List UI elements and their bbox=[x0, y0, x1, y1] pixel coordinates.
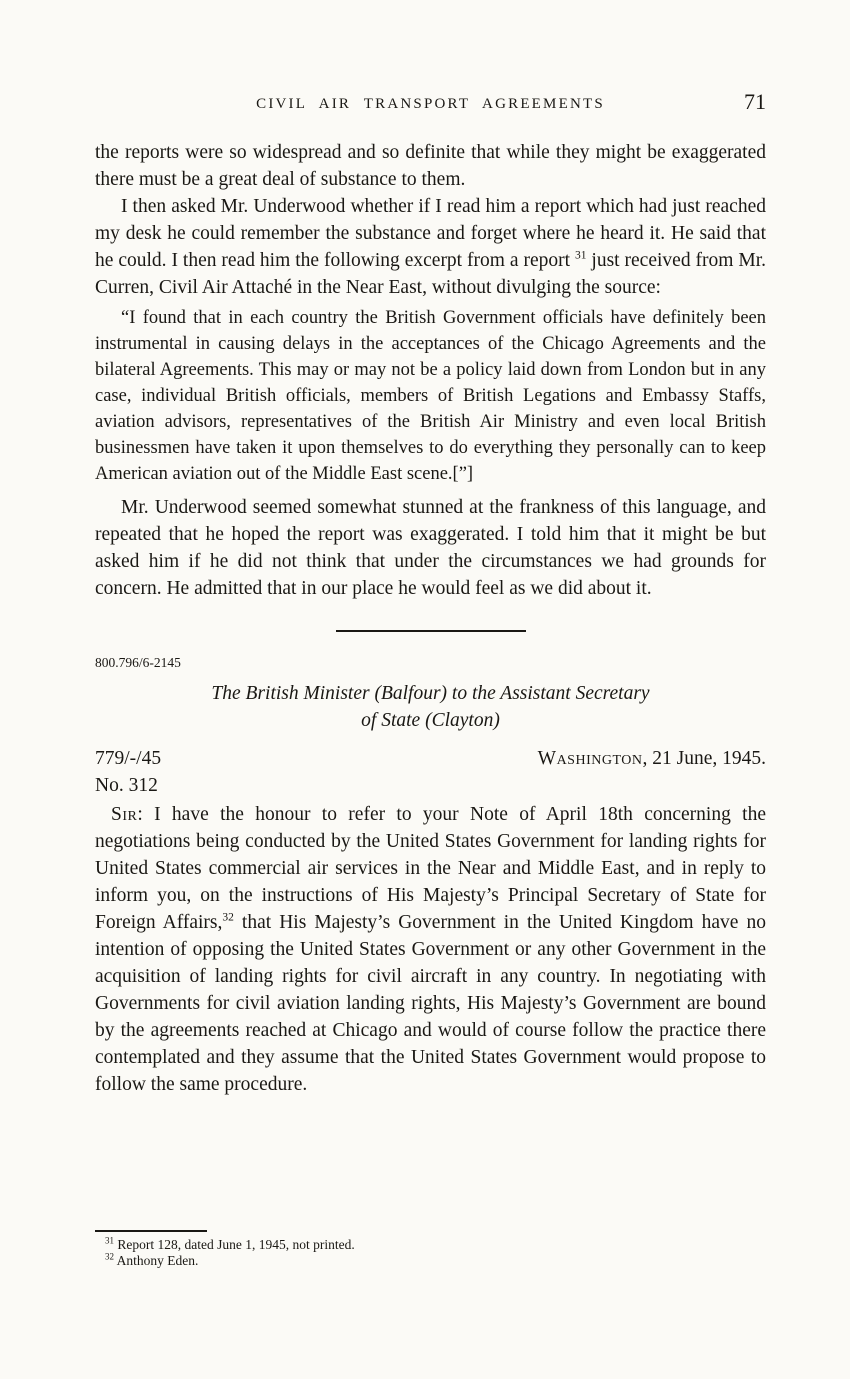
paragraph-text: I then asked Mr. Underwood whether if I read him a report which had just reached my desk he could remember the substance and forget where he heard it. He said that he could. I then read him the following excerpt from a report bbox=[95, 196, 766, 271]
paragraph: Mr. Underwood seemed somewhat stunned at the frankness of this language, and repeated that he hoped the report was exaggerated. I told him that it might be but asked him if he did not think that under the circumstances we had grounds for concern. He admitted that in our place he would feel as we did about it. bbox=[95, 497, 766, 599]
footnote-ref-31: 31 bbox=[574, 249, 587, 262]
page-body bbox=[95, 139, 766, 1098]
footnote-31 bbox=[95, 1237, 766, 1254]
footnote-31-text: Report 128, dated June 1, 1945, not printed. bbox=[114, 1236, 355, 1252]
footnotes-section bbox=[95, 1224, 766, 1379]
paragraph-continuation: the reports were so widespread and so definite that while they might be exaggerated there must be a great deal of substance to them. bbox=[95, 142, 766, 190]
footnote-31-number: 31 bbox=[105, 1235, 114, 1245]
document-reference-number: 779/-/45 bbox=[95, 748, 162, 769]
footnote-32-number: 32 bbox=[105, 1251, 114, 1262]
document-title bbox=[95, 680, 766, 734]
archive-file-number: 800.796/6-2145 bbox=[95, 655, 181, 670]
letter-body bbox=[95, 801, 766, 1098]
running-header-title: CIVIL AIR TRANSPORT AGREEMENTS bbox=[256, 96, 605, 112]
reference-date-row bbox=[95, 745, 766, 772]
document-number: No. 312 bbox=[95, 775, 158, 796]
footnote-ref-32: 32 bbox=[222, 911, 234, 924]
footnote-32-text: Anthony Eden. bbox=[114, 1253, 199, 1268]
footnote-32 bbox=[95, 1253, 766, 1270]
dateline bbox=[538, 745, 766, 772]
place-name: Washington bbox=[537, 748, 643, 769]
date-text: , 21 June, 1945. bbox=[642, 748, 766, 769]
document-title-line2: of State (Clayton) bbox=[361, 710, 500, 731]
letter-text: that His Majesty’s Government in the United Kingdom have no intention of opposing the United States Government or any other Government in the acquisition of landing rights for civil aircraft in any country. In negotiating with Governments for civil aviation landing rights, His Majesty’s Government are bound by the agreements reached at Chicago and would of course follow the practice there contemplated and they assume that the United States Government would propose to follow the same procedure. bbox=[95, 912, 767, 1095]
section-divider-rule bbox=[336, 630, 526, 632]
running-header bbox=[95, 89, 766, 114]
page-number: 71 bbox=[744, 89, 766, 114]
paragraph-text: just received from Mr. Curren, Civil Air Attaché in the Near East, without divulging the source: bbox=[95, 250, 766, 298]
footnote-rule bbox=[95, 1230, 207, 1232]
letter-text: : I have the honour to refer to your Note of April 18th concerning the negotiations being conducted by the United States Government for landing rights for United States commercial air services in the Near and Middle East, and in reply to inform you, on the instructions of His Majesty’s Principal Secretary of State for Foreign Affairs, bbox=[95, 804, 766, 933]
quoted-excerpt: “I found that in each country the British Government officials have definitely been instrumental in causing delays in the acceptances of the Chicago Agreements and the bilateral Agreements. This may or may not be a policy laid down from London but in any case, individual British officials, members of British Legations and Embassy Staffs, aviation advisors, representatives of the British Air Ministry and even local British businessmen have taken it upon themselves to do everything they personally can to keep American aviation out of the Middle East scene.[”] bbox=[95, 308, 766, 484]
document-title-line1: The British Minister (Balfour) to the Assistant Secretary bbox=[211, 683, 650, 704]
paragraph bbox=[95, 193, 766, 301]
salutation: Sir bbox=[111, 804, 138, 825]
